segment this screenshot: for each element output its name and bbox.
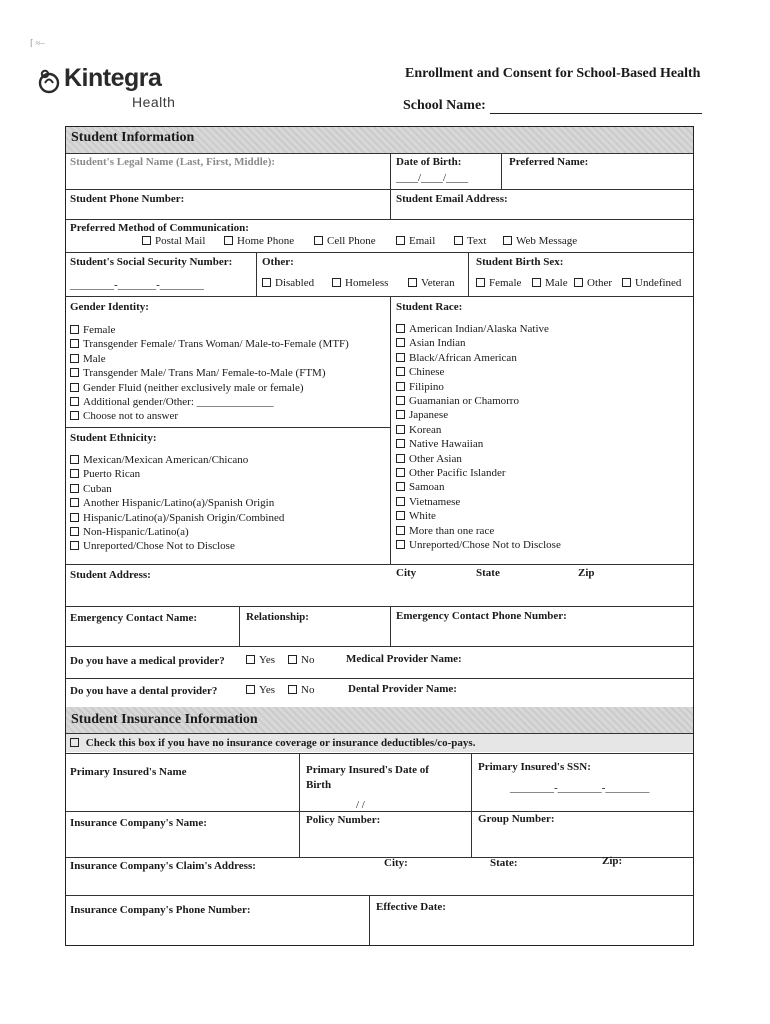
checkbox-icon[interactable] [396, 367, 405, 376]
race-option[interactable]: More than one race [396, 524, 561, 538]
race-option[interactable]: Chinese [396, 365, 561, 379]
primary-dob-label-2: Birth [306, 779, 332, 791]
checkbox-icon[interactable] [142, 236, 151, 245]
checkbox-icon[interactable] [396, 425, 405, 434]
checkbox-icon[interactable] [70, 455, 79, 464]
checkbox-icon[interactable] [288, 655, 297, 664]
birth-sex-male[interactable]: Male [532, 277, 568, 289]
checkbox-icon[interactable] [622, 278, 631, 287]
gender-option[interactable]: Choose not to answer [70, 409, 349, 423]
checkbox-icon[interactable] [503, 236, 512, 245]
gender-option[interactable]: Transgender Female/ Trans Woman/ Male-to-Female (MTF) [70, 337, 349, 351]
checkbox-icon[interactable] [396, 382, 405, 391]
gender-identity-label: Gender Identity: [70, 301, 149, 313]
checkbox-icon[interactable] [396, 511, 405, 520]
dental-no[interactable]: No [288, 684, 314, 696]
primary-insured-name-label: Primary Insured's Name [70, 766, 187, 778]
checkbox-icon[interactable] [70, 354, 79, 363]
comm-email[interactable]: Email [396, 235, 435, 247]
ethnicity-option[interactable]: Non-Hispanic/Latino(a) [70, 525, 284, 539]
checkbox-icon[interactable] [70, 397, 79, 406]
insurance-company-name-label: Insurance Company's Name: [70, 817, 207, 829]
checkbox-icon[interactable] [396, 338, 405, 347]
ethnicity-list [70, 453, 284, 554]
checkbox-icon[interactable] [70, 339, 79, 348]
zip-label: Zip [578, 567, 595, 579]
scan-mark: ⌈ ≈– [30, 38, 45, 48]
other-label: Other: [262, 256, 294, 268]
race-list [396, 322, 561, 553]
checkbox-icon[interactable] [70, 498, 79, 507]
preferred-name-label: Preferred Name: [509, 156, 589, 168]
checkbox-icon[interactable] [396, 454, 405, 463]
medical-provider-question: Do you have a medical provider? [70, 655, 225, 667]
ethnicity-option[interactable]: Unreported/Chose Not to Disclose [70, 539, 284, 553]
enrollment-form [65, 126, 694, 946]
checkbox-icon[interactable] [476, 278, 485, 287]
comm-home-phone[interactable]: Home Phone [224, 235, 294, 247]
effective-date-label: Effective Date: [376, 901, 446, 913]
state-label: State [476, 567, 500, 579]
race-option[interactable]: Other Asian [396, 452, 561, 466]
relationship-label: Relationship: [246, 611, 309, 623]
race-option[interactable]: Black/African American [396, 351, 561, 365]
checkbox-icon[interactable] [332, 278, 341, 287]
claims-city-label: City: [384, 857, 408, 869]
ethnicity-option[interactable]: Another Hispanic/Latino(a)/Spanish Origin [70, 496, 284, 510]
race-option[interactable]: American Indian/Alaska Native [396, 322, 561, 336]
other-homeless[interactable]: Homeless [332, 277, 388, 289]
dental-provider-name-label: Dental Provider Name: [348, 683, 457, 695]
insurance-phone-label: Insurance Company's Phone Number: [70, 904, 251, 916]
dental-provider-question: Do you have a dental provider? [70, 685, 218, 697]
birth-sex-undefined[interactable]: Undefined [622, 277, 681, 289]
checkbox-icon[interactable] [70, 383, 79, 392]
ethnicity-option[interactable]: Hispanic/Latino(a)/Spanish Origin/Combined [70, 511, 284, 525]
checkbox-icon[interactable] [70, 368, 79, 377]
checkbox-icon[interactable] [396, 468, 405, 477]
city-label: City [396, 567, 417, 579]
other-disabled[interactable]: Disabled [262, 277, 314, 289]
ethnicity-label: Student Ethnicity: [70, 432, 157, 444]
checkbox-icon[interactable] [262, 278, 271, 287]
ethnicity-option[interactable]: Puerto Rican [70, 467, 284, 481]
dob-field[interactable]: ____/____/____ [396, 172, 469, 184]
checkbox-icon[interactable] [288, 685, 297, 694]
gender-option[interactable]: Transgender Male/ Trans Man/ Female-to-Male (FTM) [70, 366, 349, 380]
primary-ssn-label: Primary Insured's SSN: [478, 761, 591, 773]
emergency-name-label: Emergency Contact Name: [70, 612, 198, 624]
medical-yes[interactable]: Yes [246, 654, 275, 666]
gender-option[interactable]: Female [70, 323, 349, 337]
checkbox-icon[interactable] [396, 324, 405, 333]
checkbox-icon[interactable] [396, 396, 405, 405]
kintegra-logo-icon [36, 68, 62, 94]
checkbox-icon[interactable] [70, 411, 79, 420]
race-option[interactable]: Korean [396, 423, 561, 437]
gender-option[interactable]: Male [70, 352, 349, 366]
checkbox-icon[interactable] [396, 439, 405, 448]
race-option[interactable]: Japanese [396, 408, 561, 422]
communication-label: Preferred Method of Communication: [70, 222, 249, 234]
school-name-label: School Name: [403, 98, 486, 113]
checkbox-icon[interactable] [224, 236, 233, 245]
student-info-heading: Student Information [71, 130, 195, 145]
race-label: Student Race: [396, 301, 463, 313]
no-insurance-checkbox[interactable]: Check this box if you have no insurance coverage or insurance deductibles/co-pays. [70, 737, 475, 749]
birth-sex-other[interactable]: Other [574, 277, 612, 289]
checkbox-icon[interactable] [454, 236, 463, 245]
checkbox-icon[interactable] [574, 278, 583, 287]
race-option[interactable]: Unreported/Chose Not to Disclose [396, 538, 561, 552]
medical-provider-name-label: Medical Provider Name: [346, 653, 462, 665]
legal-name-label: Student's Legal Name (Last, First, Middle): [70, 156, 276, 168]
checkbox-icon[interactable] [396, 526, 405, 535]
ethnicity-option[interactable]: Mexican/Mexican American/Chicano [70, 453, 284, 467]
policy-number-label: Policy Number: [306, 814, 381, 826]
race-option[interactable]: Asian Indian [396, 336, 561, 350]
gender-option[interactable]: Gender Fluid (neither exclusively male or female) [70, 381, 349, 395]
primary-dob-label-1: Primary Insured's Date of [306, 764, 429, 776]
race-option[interactable]: Filipino [396, 380, 561, 394]
email-label: Student Email Address: [396, 193, 508, 205]
other-veteran[interactable]: Veteran [408, 277, 455, 289]
claims-zip-label: Zip: [602, 855, 623, 867]
race-option[interactable]: Vietnamese [396, 495, 561, 509]
checkbox-icon[interactable] [396, 236, 405, 245]
ssn-field[interactable]: ________-_______-________ [70, 279, 204, 291]
checkbox-icon[interactable] [70, 541, 79, 550]
checkbox-icon[interactable] [70, 513, 79, 522]
race-option[interactable]: Other Pacific Islander [396, 466, 561, 480]
claims-address-label: Insurance Company's Claim's Address: [70, 860, 256, 872]
form-title: Enrollment and Consent for School-Based Health [405, 66, 701, 81]
emergency-phone-label: Emergency Contact Phone Number: [396, 610, 567, 622]
ssn-label: Student's Social Security Number: [70, 256, 233, 268]
medical-no[interactable]: No [288, 654, 314, 666]
checkbox-icon[interactable] [70, 469, 79, 478]
checkbox-icon[interactable] [70, 325, 79, 334]
comm-text[interactable]: Text [454, 235, 486, 247]
checkbox-icon[interactable] [70, 527, 79, 536]
claims-state-label: State: [490, 857, 518, 869]
comm-cell-phone[interactable]: Cell Phone [314, 235, 376, 247]
ethnicity-option[interactable]: Cuban [70, 482, 284, 496]
checkbox-icon[interactable] [70, 738, 79, 747]
race-option[interactable]: Samoan [396, 480, 561, 494]
insurance-heading: Student Insurance Information [71, 712, 258, 727]
checkbox-icon[interactable] [246, 685, 255, 694]
school-name-row [403, 98, 702, 114]
address-label: Student Address: [70, 569, 151, 581]
checkbox-icon[interactable] [246, 655, 255, 664]
primary-dob-field[interactable]: / / [356, 799, 365, 811]
checkbox-icon[interactable] [396, 540, 405, 549]
race-option[interactable]: White [396, 509, 561, 523]
gender-option[interactable]: Additional gender/Other: ______________ [70, 395, 349, 409]
gender-identity-list [70, 323, 349, 424]
race-option[interactable]: Native Hawaiian [396, 437, 561, 451]
checkbox-icon[interactable] [396, 353, 405, 362]
birth-sex-female[interactable]: Female [476, 277, 521, 289]
checkbox-icon[interactable] [70, 484, 79, 493]
comm-postal-mail[interactable]: Postal Mail [142, 235, 205, 247]
checkbox-icon[interactable] [396, 482, 405, 491]
phone-label: Student Phone Number: [70, 193, 185, 205]
checkbox-icon[interactable] [408, 278, 417, 287]
kintegra-logo [36, 62, 216, 112]
birth-sex-label: Student Birth Sex: [476, 256, 564, 268]
logo-name: Kintegra [64, 64, 162, 92]
checkbox-icon[interactable] [396, 497, 405, 506]
dental-yes[interactable]: Yes [246, 684, 275, 696]
primary-ssn-field[interactable]: ________-________-________ [510, 782, 650, 794]
dob-label: Date of Birth: [396, 156, 462, 168]
checkbox-icon[interactable] [532, 278, 541, 287]
race-option[interactable]: Guamanian or Chamorro [396, 394, 561, 408]
checkbox-icon[interactable] [314, 236, 323, 245]
checkbox-icon[interactable] [396, 410, 405, 419]
school-name-field[interactable] [490, 99, 702, 114]
group-number-label: Group Number: [478, 813, 555, 825]
logo-subtitle: Health [132, 94, 176, 110]
comm-web-message[interactable]: Web Message [503, 235, 577, 247]
